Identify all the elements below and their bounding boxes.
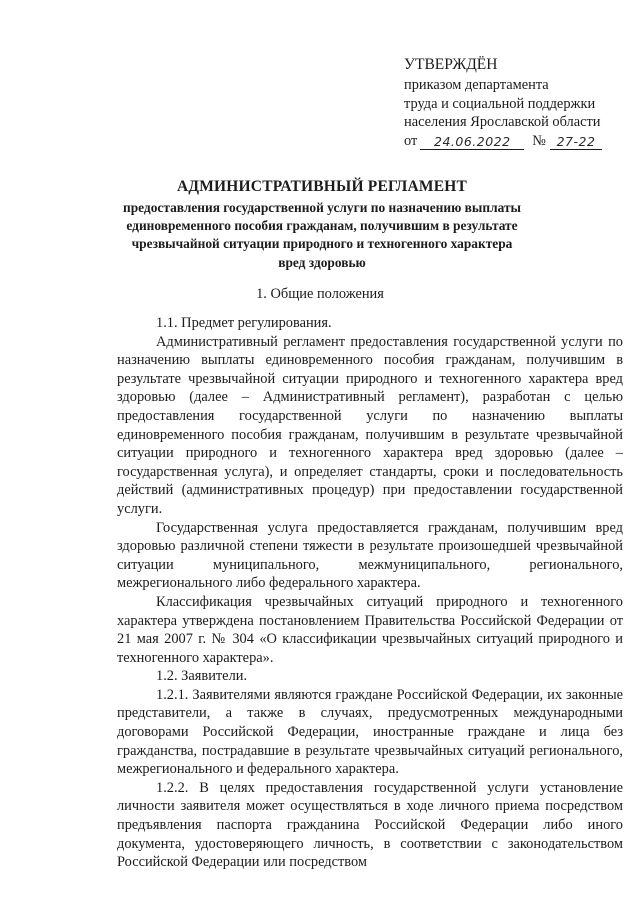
paragraph-service-recipients: Государственная услуга предоставляется гражданам, получившим вред здоровью различной степени тяжести в результате произошедшей чрезвычайной ситуации муниципального, межмуниципального, регионального, межрегионального либо федерального характера. xyxy=(117,519,623,592)
paragraph-classification: Классификация чрезвычайных ситуаций природного и техногенного характера утверждена постановлением Правительства Российской Федерации от 21 мая 2007 г. № 304 «О классификации чрезвычайных ситуаций природного и техногенного характера». xyxy=(117,593,623,666)
paragraph-regulation-purpose: Административный регламент предоставления государственной услуги по назначению выплаты единовременного пособия гражданам, получившим в результате чрезвычайной ситуации природного и техногенного характера вред здоровью (далее – Административный регламент), разработан с целью предоставления государственной услуги по назначению выплаты единовременного пособия гражданам, получившим в результате чрезвычайной ситуации природного и техногенного характера вред здоровью (далее – государственная услуга), и определяет стандарты, сроки и последовательность действий (административных процедур) при предоставлении государственной услуги. xyxy=(117,333,623,517)
paragraph-applicants: 1.2.1. Заявителями являются граждане Российской Федерации, их законные представители, а также в случаях, предусмотренных международными договорами Российской Федерации, иностранные граждане и лица без гражданства, пострадавшие в результате чрезвычайных ситуаций регионального, межрегионального и федерального характера. xyxy=(117,686,623,778)
date-prefix: от xyxy=(404,132,418,149)
title-subtitle: предоставления государственной услуги по назначению выплаты единовременного пособия гражданам, получившим в результате чрезвычайной ситуации природного и техногенного характера вред здоровью xyxy=(123,200,521,270)
title-main: АДМИНИСТРАТИВНЫЙ РЕГЛАМЕНТ xyxy=(176,178,468,195)
document-title xyxy=(118,177,526,272)
paragraph-identity: 1.2.2. В целях предоставления государственной услуги установление личности заявителя может осуществляться в ходе личного приема посредством предъявления паспорта гражданина Российской Федерации либо иного документа, удостоверяющего личность, в соответствии с законодательством Российской Федерации или посредством xyxy=(117,779,623,871)
paragraph-subject: 1.1. Предмет регулирования. xyxy=(156,315,332,331)
approval-heading: УТВЕРЖДЁН xyxy=(404,56,498,73)
approval-date-row xyxy=(404,132,634,151)
approval-line-1: приказом департамента xyxy=(404,77,549,93)
approval-line-3: населения Ярославской области xyxy=(404,114,601,131)
handwritten-date: 24.06.2022 xyxy=(420,134,524,150)
document-body xyxy=(117,314,623,872)
section-heading: 1. Общие положения xyxy=(256,286,384,302)
approval-line-2: труда и социальной поддержки xyxy=(404,95,596,112)
paragraph-applicants-heading: 1.2. Заявители. xyxy=(156,668,248,685)
handwritten-number: 27-22 xyxy=(550,134,602,150)
approval-block xyxy=(404,55,634,150)
number-sign: № xyxy=(532,132,547,149)
